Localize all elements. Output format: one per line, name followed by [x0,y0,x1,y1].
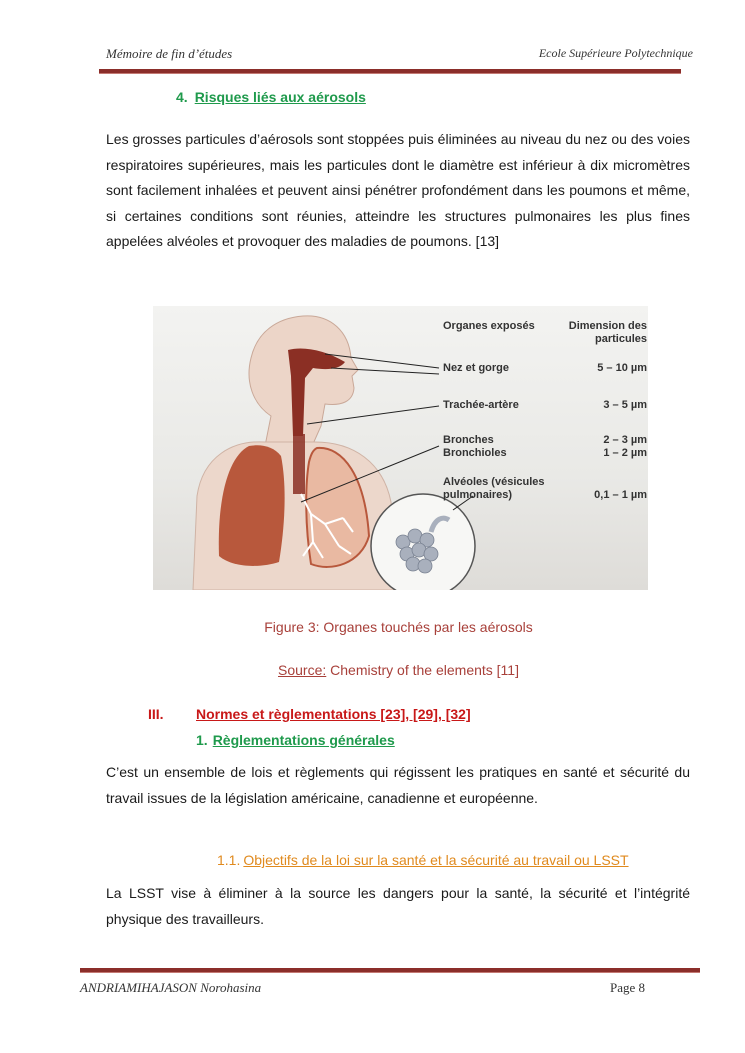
subsection-1-heading [196,732,395,748]
section-3-number: III. [148,706,164,722]
trachea [293,434,305,494]
subsection-1-title: Règlementations générales [212,732,395,748]
figure-source-text: Chemistry of the elements [11] [326,662,519,678]
section-3-title: Normes et règlementations [23], [29], [32] [196,706,471,722]
subsection-1-number: 1. [196,732,208,748]
figure-organ-alveoles: Alvéoles (vésicules pulmonaires) [443,476,545,501]
subsection-1-1-title: Objectifs de la loi sur la santé et la sécurité au travail ou LSST [243,852,629,868]
figure-caption: Figure 3: Organes touchés par les aérosols [264,619,533,635]
figure-source-label: Source: [278,662,327,678]
subsection-1-1-heading [217,852,629,868]
figure-size-bronches: 2 – 3 µm 1 – 2 µm [603,434,647,459]
footer-author: ANDRIAMIHAJASON Norohasina [80,980,262,995]
section-4-heading [176,89,366,105]
header-right: Ecole Supérieure Polytechnique [538,46,693,60]
figure-size-nez: 5 – 10 µm [597,362,647,374]
respiratory-figure [153,306,648,590]
figure-source [0,662,745,678]
figure-organ-trachee: Trachée-artère [443,399,519,411]
header-rule-thin [99,73,681,74]
section-4-number: 4. [176,89,188,105]
figure-col-dimension: Dimension des particules [568,320,647,345]
figure-organ-bronches: Bronches Bronchioles [443,434,507,459]
figure-size-alveoles: 0,1 – 1 µm [594,489,647,501]
figure-organ-nez: Nez et gorge [443,362,510,374]
section-4-title: Risques liés aux aérosols [194,89,366,105]
paragraph-regulations: C’est un ensemble de lois et règlements qui régissent les pratiques en santé et sécurité du travail issues de la législation américaine, canadienne et européenne. [106,764,690,806]
header-left: Mémoire de fin d’études [106,46,233,61]
footer-page-number: Page 8 [610,980,646,995]
subsection-1-1-number: 1.1. [217,852,241,868]
figure-size-trachee: 3 – 5 µm [603,399,647,411]
paragraph-lsst: La LSST vise à éliminer à la source les dangers pour la santé, la sécurité et l’intégrité physique des travailleurs. [106,885,690,927]
footer-rule-thin [80,972,700,973]
figure-col-organs: Organes exposés [443,320,535,332]
paragraph-aerosol-risks: Les grosses particules d’aérosols sont stoppées puis éliminées au niveau du nez ou des voies respiratoires supérieures, mais les particules dont le diamètre est inférieur à dix micromètres sont facilement inhalées et peuvent ainsi pénétrer profondément dans les poumons et même, si certaines conditions sont réunies, atteindre les structures pulmonaires les plus fines appelées alvéoles et provoquer des maladies de poumons. [13] [106,131,690,249]
